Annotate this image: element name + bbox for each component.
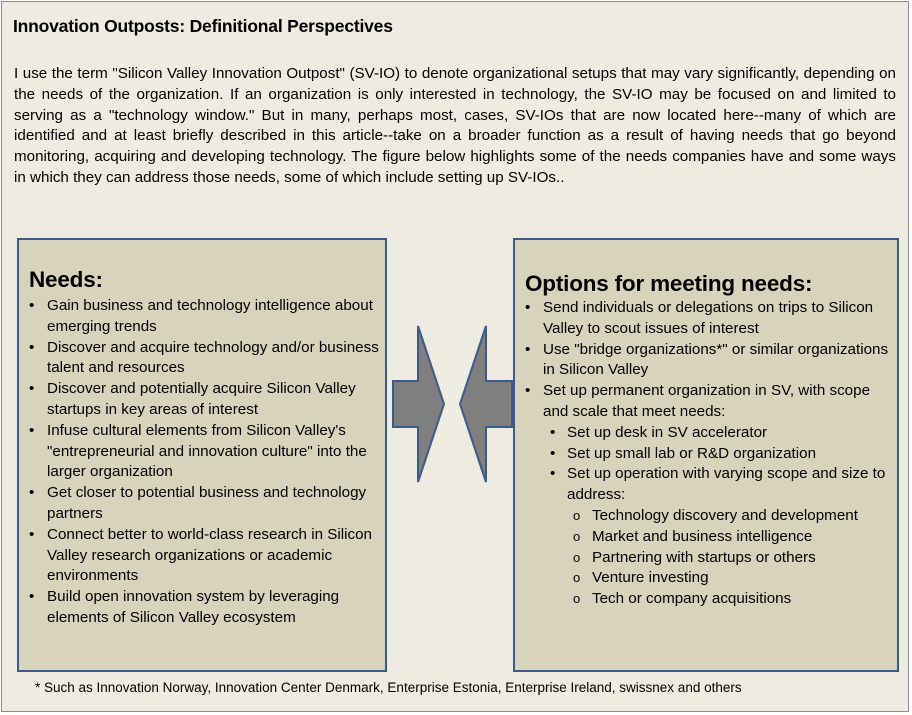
slide-frame xyxy=(1,1,909,712)
options-item-text: Use "bridge organizations*" or similar organizations in Silicon Valley xyxy=(543,340,889,379)
circle-bullet-icon: o xyxy=(573,507,581,523)
circle-bullet-icon: o xyxy=(573,528,581,544)
bullet-icon: • xyxy=(29,338,35,356)
needs-item xyxy=(27,296,379,338)
needs-list xyxy=(27,296,379,629)
right-arrow-icon xyxy=(393,326,444,482)
bullet-icon: • xyxy=(29,297,35,314)
options-item-text: Set up permanent organization in SV, with scope and scale that meet needs: xyxy=(543,382,871,420)
needs-item-text: Build open innovation system by leveraging elements of Silicon Valley ecosystem xyxy=(47,588,340,626)
needs-item xyxy=(27,379,379,421)
options-item xyxy=(523,589,893,610)
options-item-text: Set up small lab or R&D organization xyxy=(567,444,817,462)
arrows-graphic xyxy=(390,324,530,484)
options-item-text: Send individuals or delegations on trips to Silicon Valley to scout issues of interest xyxy=(543,299,874,337)
options-item xyxy=(523,568,893,589)
options-item xyxy=(523,464,893,506)
needs-box xyxy=(17,238,387,672)
bullet-icon: • xyxy=(550,423,556,441)
footnote: * Such as Innovation Norway, Innovation Center Denmark, Enterprise Estonia, Enterprise Ireland, swissnex and others xyxy=(35,680,742,695)
bullet-icon: • xyxy=(29,421,35,439)
options-item xyxy=(523,381,893,423)
needs-item-text: Connect better to world-class research in Silicon Valley research organizations or academic environments xyxy=(47,525,372,585)
needs-item xyxy=(27,483,379,525)
options-box xyxy=(513,238,899,672)
page-title: Innovation Outposts: Definitional Perspectives xyxy=(13,16,393,36)
options-item xyxy=(523,548,893,569)
options-item xyxy=(523,527,893,548)
options-item xyxy=(523,298,893,340)
bullet-icon: • xyxy=(29,484,35,502)
bullet-icon: • xyxy=(550,444,556,462)
options-item-text: Set up desk in SV accelerator xyxy=(567,423,768,441)
needs-item-text: Get closer to potential business and technology partners xyxy=(47,484,367,522)
needs-item-text: Discover and potentially acquire Silicon Valley startups in key areas of interest xyxy=(47,380,356,418)
options-item xyxy=(523,340,893,382)
options-item-text: Tech or company acquisitions xyxy=(592,590,792,608)
circle-bullet-icon: o xyxy=(573,570,581,586)
options-item-text: Market and business intelligence xyxy=(592,527,813,545)
options-list xyxy=(523,298,893,610)
needs-item-text: Gain business and technology intelligence about emerging trends xyxy=(47,297,373,335)
options-item-text: Technology discovery and development xyxy=(592,506,858,524)
needs-item xyxy=(27,421,379,483)
intro-paragraph: I use the term "Silicon Valley Innovation Outpost" (SV-IO) to denote organizational setups that may vary significantly, depending on the needs of the organization. If an organization is only interested in technology, the SV-IO may be focused on and limited to serving as a "technology window." But in many, perhaps most, cases, SV-IOs that are now located here--many of which are identified and at least briefly described in this article--take on a broader function as a result of having needs that go beyond monitoring, acquiring and developing technology. The figure below highlights some of the needs companies have and some ways in which they can address those needs, some of which include setting up SV-IOs.. xyxy=(14,65,896,186)
circle-bullet-icon: o xyxy=(573,591,581,607)
circle-bullet-icon: o xyxy=(573,549,581,565)
bullet-icon: • xyxy=(29,525,35,543)
bullet-icon: • xyxy=(29,380,35,398)
bullet-icon: • xyxy=(525,340,531,358)
needs-item-text: Infuse cultural elements from Silicon Valley's "entrepreneurial and innovation culture" into the larger organization xyxy=(47,421,367,481)
left-arrow-icon xyxy=(460,326,512,482)
options-item xyxy=(523,444,893,465)
needs-item-text: Discover and acquire technology and/or business talent and resources xyxy=(47,338,379,377)
options-item-text: Set up operation with varying scope and size to address: xyxy=(567,465,886,504)
options-item xyxy=(523,423,893,444)
needs-item xyxy=(27,587,379,629)
needs-item xyxy=(27,525,379,587)
bullet-icon: • xyxy=(525,299,531,316)
needs-item xyxy=(27,338,379,380)
bullet-icon: • xyxy=(29,588,35,606)
needs-heading: Needs: xyxy=(29,267,103,292)
options-item-text: Partnering with startups or others xyxy=(592,548,816,566)
options-item xyxy=(523,506,893,527)
options-heading: Options for meeting needs: xyxy=(525,271,813,296)
bullet-icon: • xyxy=(525,382,531,400)
options-item-text: Venture investing xyxy=(592,569,709,587)
bullet-icon: • xyxy=(550,465,556,483)
